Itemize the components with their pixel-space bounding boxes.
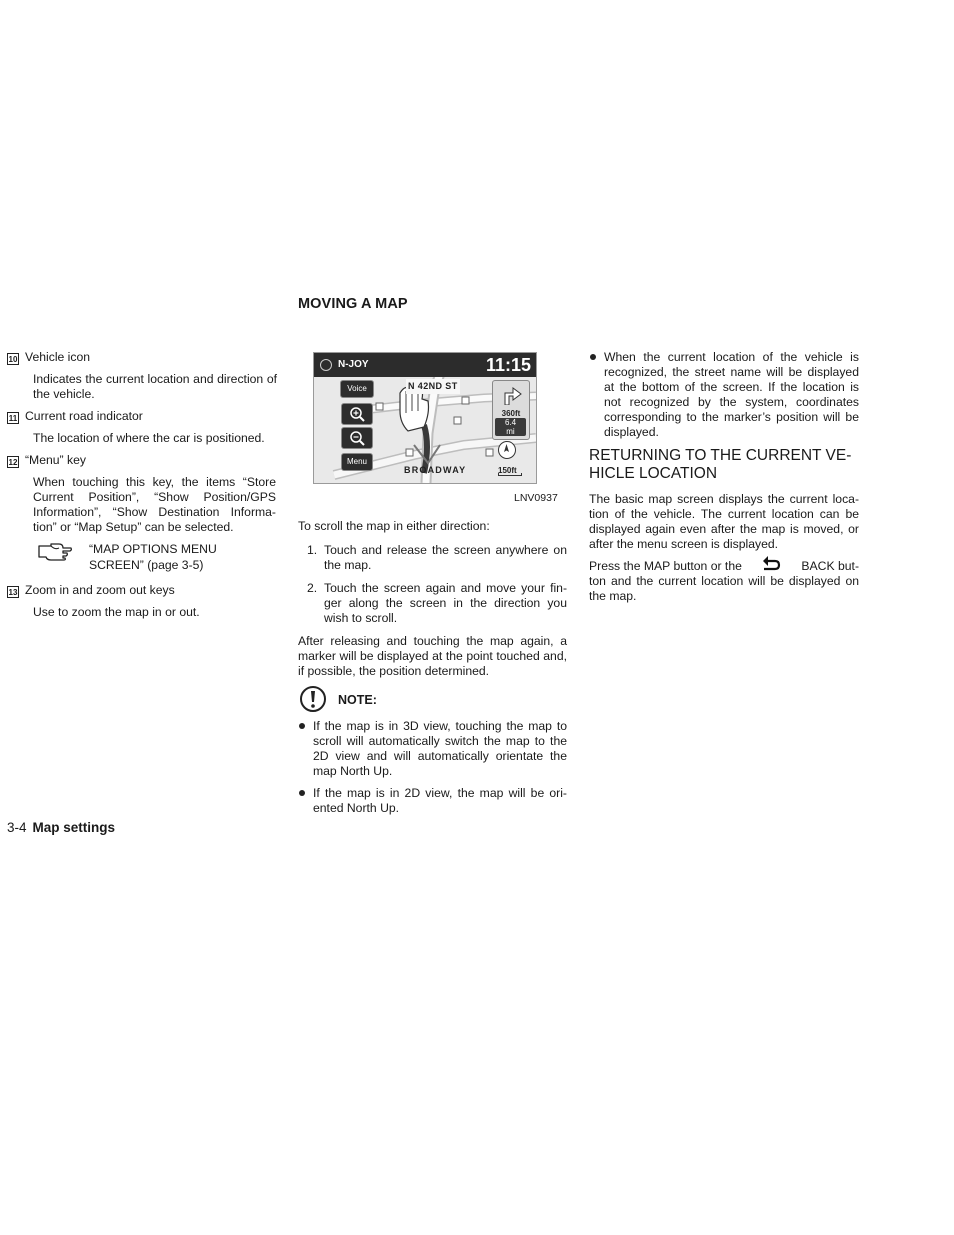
step-text: Touch and release the screen anywhere on the map. (324, 543, 567, 572)
item-description: The location of where the car is positioned. (33, 431, 265, 445)
left-column (7, 350, 277, 620)
item-title: Vehicle icon (25, 350, 91, 364)
chapter-name: Map settings (32, 820, 116, 835)
turn-distance: 360ft (501, 409, 521, 418)
compass-icon[interactable] (498, 441, 516, 459)
remaining-distance-box (495, 418, 526, 436)
section-title: MOVING A MAP (298, 296, 408, 312)
middle-column (298, 519, 567, 816)
zoom-in-icon (342, 404, 372, 424)
zoom-in-button[interactable] (341, 403, 373, 425)
item-vehicle-icon (7, 350, 277, 402)
warning-exclamation-icon (299, 685, 327, 713)
after-release-paragraph: After releasing and touching the map again, a marker will be displayed at the point touched and, if possible, the position determined. (298, 634, 567, 678)
cross-reference-line1: “MAP OPTIONS MENU (89, 542, 217, 556)
cross-reference-line2: SCREEN” (page 3-5) (89, 558, 204, 572)
right-column (589, 350, 859, 604)
basic-map-paragraph: The basic map screen displays the current loca-tion of the vehicle. The current location can be displayed again even after the map is moved, or after the menu screen is displayed. (589, 492, 859, 551)
item-title: Current road indicator (25, 409, 143, 423)
step-number: 1. (307, 543, 318, 557)
cross-reference[interactable] (7, 542, 277, 574)
item-number-box: 13 (8, 588, 18, 597)
clock: 11:15 (486, 355, 532, 375)
note-header (298, 685, 567, 715)
note-item: If the map is in 2D view, the map will be ori-ented North Up. (298, 786, 567, 816)
turn-right-arrow-icon (499, 383, 523, 405)
subsection-heading-line2: HICLE LOCATION (589, 465, 718, 482)
note-item: If the map is in 3D view, touching the map to scroll will automatically switch the map to the 2D view and will automatically orientate the map North Up. (298, 719, 567, 779)
zoom-out-button[interactable] (341, 427, 373, 449)
subsection-heading-line1: RETURNING TO THE CURRENT VE- (589, 447, 852, 464)
map-scale-bar (498, 473, 522, 476)
step-text: Touch the screen again and move your fin-ger along the screen in the direction you wish to scroll. (324, 581, 567, 625)
pointing-hand-icon (37, 542, 73, 562)
note-label: NOTE: (338, 693, 377, 707)
item-description: Indicates the current location and direction of the vehicle. (33, 372, 277, 401)
zoom-out-icon (342, 428, 372, 448)
item-number-box: 10 (8, 355, 18, 364)
remaining-distance-unit: mi (506, 427, 515, 436)
press-map-text-b: BACK but- (801, 559, 859, 573)
page-number: 3-4 (7, 820, 27, 835)
item-title: “Menu” key (25, 453, 86, 467)
step-1 (298, 543, 567, 573)
street-name-bullet: When the current location of the vehicle is recognized, the street name will be displayed at the bottom of the screen. If the location is not recognized by the system, coordinates corresponding to the marker’s position will be displayed. (589, 350, 859, 440)
item-zoom-keys (7, 583, 277, 620)
item-current-road (7, 409, 277, 446)
step-number: 2. (307, 581, 318, 595)
item-description: When touching this key, the items “Store Current Position”, “Show Position/GPS Information”, “Show Destination Informa-tion” or “Map Setup” can be selected. (33, 475, 276, 534)
voice-button[interactable]: Voice (340, 380, 374, 398)
remaining-distance-value: 6.4 (504, 418, 517, 427)
item-number-box: 12 (8, 458, 18, 467)
guidance-panel (492, 380, 530, 440)
back-button-icon (761, 555, 781, 573)
current-road-label: BROADWAY (404, 465, 467, 475)
step-2 (298, 581, 567, 626)
station-name: N-JOY (338, 359, 369, 370)
item-number-box: 11 (8, 414, 18, 423)
item-menu-key (7, 453, 277, 574)
press-map-text-a: Press the MAP button or the (589, 559, 742, 573)
current-street-label: N 42ND ST (406, 379, 460, 394)
map-scale: 150ft (498, 466, 517, 475)
nav-screen-illustration (313, 352, 537, 484)
page-footer (7, 820, 115, 835)
audio-source-icon (320, 359, 332, 371)
press-map-text-c: ton and the current location will be displayed on the map. (589, 574, 859, 603)
scroll-intro: To scroll the map in either direction: (298, 519, 490, 533)
figure-caption: LNV0937 (514, 492, 558, 504)
press-map-paragraph (589, 559, 859, 604)
menu-button[interactable]: Menu (341, 453, 373, 471)
subsection-heading (589, 447, 859, 483)
item-description: Use to zoom the map in or out. (33, 605, 200, 619)
item-title: Zoom in and zoom out keys (25, 583, 175, 597)
